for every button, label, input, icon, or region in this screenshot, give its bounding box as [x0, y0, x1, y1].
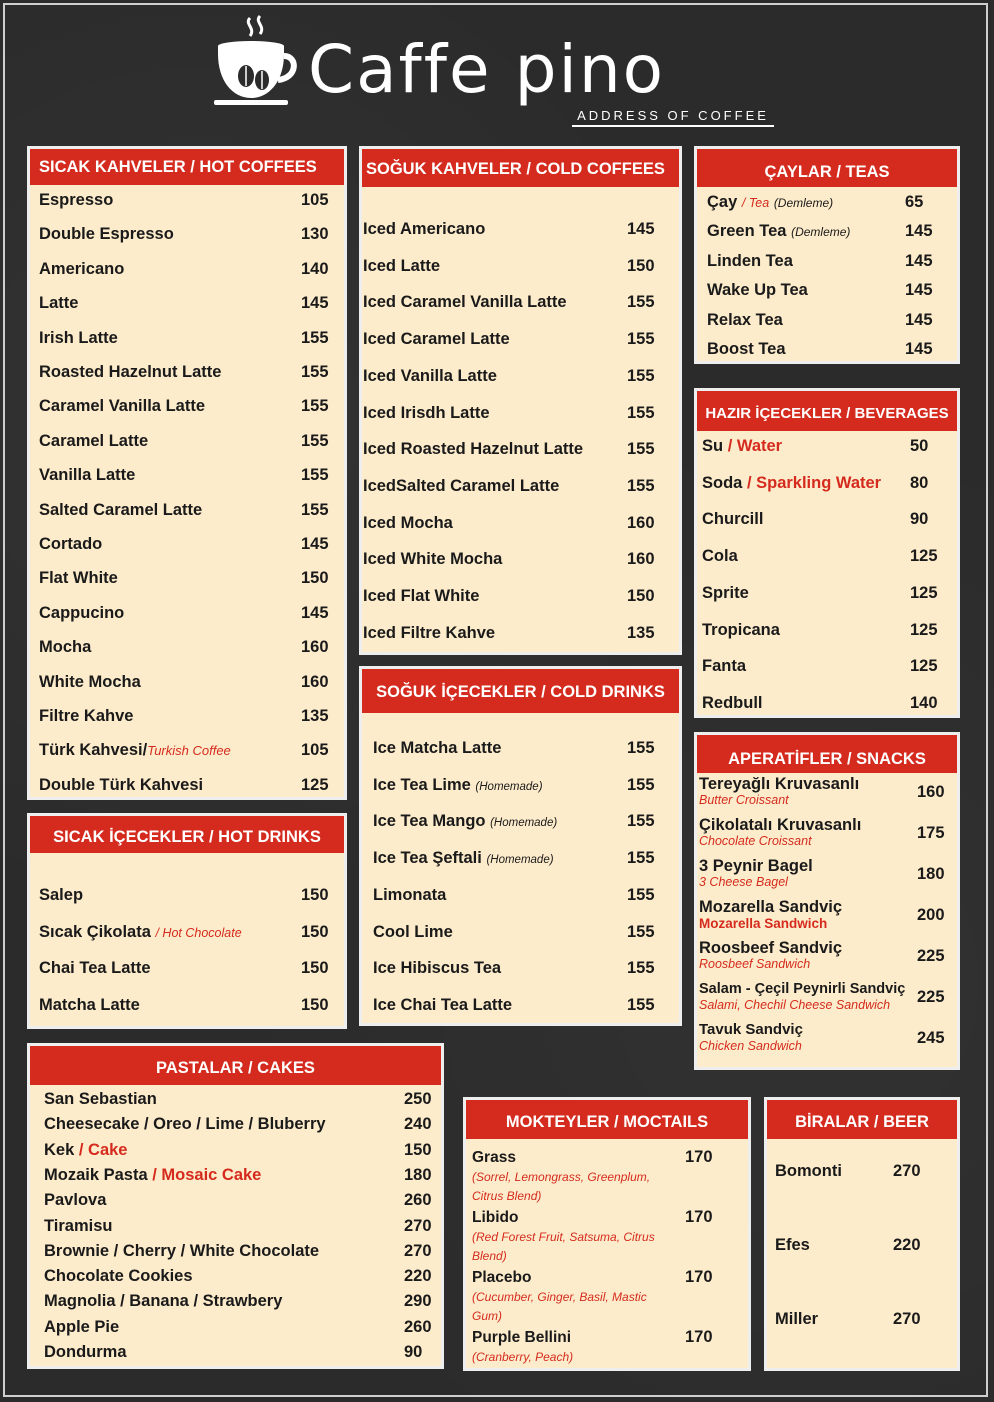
mocktails-item-name — [472, 1268, 677, 1326]
hot-coffees-item-name — [39, 466, 135, 485]
item-name-text: Placebo — [472, 1269, 532, 1286]
item-price: 125 — [301, 775, 329, 794]
beverages-item-name — [702, 474, 881, 493]
item-name-text: Mozarella Sandviç — [699, 898, 843, 916]
item-name-text: Caramel Vanilla Latte — [39, 397, 205, 416]
coffee-cup-icon — [210, 14, 300, 109]
item-price: 260 — [404, 1191, 432, 1210]
item-price: 225 — [917, 947, 945, 965]
item-name-text: Iced Latte — [363, 256, 441, 275]
hot-drinks-item-name — [39, 923, 242, 942]
item-name-text: Iced Flat White — [363, 587, 480, 605]
item-price: 90 — [910, 510, 929, 529]
item-price: 150 — [301, 996, 329, 1015]
hot-drinks-item-name — [39, 886, 83, 905]
item-name-text: Cool Lime — [373, 922, 453, 941]
item-price: 135 — [627, 623, 655, 642]
item-name-text: Ice Hibiscus Tea — [373, 959, 502, 978]
item-name-text: Espresso — [39, 191, 114, 209]
item-price: 155 — [627, 959, 655, 978]
item-subtitle: Chicken Sandwich — [699, 1039, 802, 1053]
item-price: 50 — [910, 437, 929, 455]
item-price: 180 — [917, 865, 945, 883]
beverages-title: HAZIR İÇECEKLER / BEVERAGES — [697, 391, 957, 431]
item-price: 155 — [627, 403, 655, 422]
item-name-text: Mocha — [39, 638, 92, 657]
item-price: 145 — [905, 222, 933, 241]
cakes-item-name — [44, 1292, 282, 1311]
snacks-item-name — [699, 775, 859, 807]
item-name-text: Tavuk Sandviç — [699, 1021, 803, 1038]
beverages-item-name — [702, 437, 782, 456]
mocktails-item-name — [472, 1148, 677, 1206]
item-price: 150 — [301, 922, 329, 941]
cakes-item-name — [44, 1191, 106, 1210]
item-name-text: Libido — [472, 1209, 519, 1226]
item-name-text: Iced Irisdh Latte — [363, 403, 490, 422]
item-name-text: Irish Latte — [39, 328, 118, 347]
item-name-text: Çikolatalı Kruvasanlı — [699, 816, 862, 834]
hot-drinks-item-name — [39, 996, 140, 1015]
item-name-text: Tropicana — [702, 620, 780, 639]
item-price: 155 — [627, 812, 655, 831]
item-price: 125 — [910, 657, 938, 676]
mocktails-item-name — [472, 1328, 677, 1367]
item-name-text: Iced Vanilla Latte — [363, 366, 497, 385]
item-note: / Cake — [78, 1140, 128, 1159]
snacks-item-name — [699, 980, 905, 1012]
item-subtitle: Butter Croissant — [699, 793, 789, 807]
item-price: 145 — [905, 251, 933, 270]
item-name-text: Cola — [702, 547, 738, 566]
item-price: 155 — [627, 366, 655, 385]
item-price: 245 — [917, 1029, 945, 1047]
item-name-text: Cortado — [39, 535, 103, 553]
hot-coffees-item-name — [39, 501, 202, 520]
cold-coffees-item-name — [363, 220, 485, 239]
item-name-text: Iced White Mocha — [363, 550, 503, 569]
cold-coffees-item-name — [363, 404, 490, 423]
cold-drinks-item-name — [373, 812, 557, 831]
item-price: 260 — [404, 1317, 432, 1336]
item-price: 125 — [910, 583, 938, 602]
item-price: 200 — [917, 906, 945, 924]
item-price: 270 — [893, 1310, 921, 1328]
item-price: 160 — [301, 638, 329, 657]
item-name-text: Chai Tea Latte — [39, 959, 151, 978]
item-name-text: Apple Pie — [44, 1317, 120, 1336]
beverages-item-name — [702, 584, 749, 603]
item-price: 155 — [301, 500, 329, 519]
cakes-item-name — [44, 1090, 157, 1109]
beverages-item-name — [702, 694, 763, 713]
hot-coffees-section — [27, 146, 347, 800]
item-name-text: Boost Tea — [707, 340, 786, 358]
hot-drinks-item-name — [39, 959, 151, 978]
teas-item-name — [707, 252, 793, 271]
mocktails-title: MOKTEYLER / MOCTAILS — [466, 1100, 748, 1139]
item-price: 145 — [627, 220, 655, 238]
item-name-text: Bomonti — [775, 1162, 842, 1180]
hot-coffees-item-name — [39, 432, 148, 451]
teas-title: ÇAYLAR / TEAS — [697, 149, 957, 187]
item-ingredients: (Cucumber, Ginger, Basil, Mastic Gum) — [472, 1290, 647, 1323]
item-price: 155 — [627, 440, 655, 459]
hot-coffees-title: SICAK KAHVELER / HOT COFFEES — [30, 149, 344, 185]
cakes-item-name — [44, 1267, 193, 1286]
beverages-item-name — [702, 510, 763, 529]
item-price: 125 — [910, 547, 938, 566]
item-price: 220 — [893, 1236, 921, 1254]
item-price: 140 — [301, 259, 329, 278]
cold-coffees-item-name — [363, 587, 479, 606]
item-name-text: Brownie / Cherry / White Chocolate — [44, 1241, 320, 1260]
hot-coffees-item-name — [39, 569, 118, 588]
cold-drinks-item-name — [373, 923, 453, 942]
item-price: 65 — [905, 193, 924, 211]
item-name-text: Cheesecake / Oreo / Lime / Bluberry — [44, 1115, 326, 1134]
item-note: (Demleme) — [791, 225, 851, 240]
item-price: 90 — [404, 1343, 423, 1361]
cakes-item-name — [44, 1166, 261, 1185]
cakes-item-name — [44, 1343, 127, 1362]
item-price: 160 — [917, 783, 945, 801]
item-name-text: Roosbeef Sandviç — [699, 939, 843, 957]
item-name-text: Sıcak Çikolata — [39, 922, 151, 941]
hot-coffees-item-name — [39, 604, 124, 623]
item-ingredients: (Cranberry, Peach) — [472, 1350, 574, 1364]
cold-drinks-title: SOĞUK İÇECEKLER / COLD DRINKS — [362, 669, 679, 713]
item-name-text: Sprite — [702, 583, 749, 602]
item-name-text: Ice Tea Lime — [373, 775, 471, 794]
snacks-item-name — [699, 857, 813, 889]
beverages-item-name — [702, 657, 746, 676]
item-note: (Homemade) — [475, 780, 543, 793]
item-price: 155 — [627, 476, 655, 495]
item-subtitle: Mozarella Sandwich — [699, 916, 828, 931]
item-price: 155 — [627, 922, 655, 941]
cold-coffees-item-name — [363, 367, 497, 386]
cold-coffees-item-name — [363, 514, 453, 533]
hot-coffees-item-name — [39, 535, 102, 554]
item-price: 170 — [685, 1328, 713, 1346]
item-price: 105 — [301, 191, 329, 209]
item-name-text: Tereyağlı Kruvasanlı — [699, 775, 860, 793]
item-name-text: Su — [702, 437, 724, 455]
cakes-item-name — [44, 1141, 128, 1160]
item-name-text: Ice Chai Tea Latte — [373, 995, 513, 1014]
item-ingredients: (Red Forest Fruit, Satsuma, Citrus Blend) — [472, 1230, 655, 1263]
teas-item-name — [707, 311, 783, 330]
snacks-item-name — [699, 898, 842, 931]
item-note: / Water — [727, 437, 783, 455]
item-note: / Mosaic Cake — [152, 1165, 262, 1184]
item-price: 140 — [910, 693, 938, 712]
hot-coffees-item-name — [39, 673, 141, 692]
item-price: 145 — [905, 340, 933, 358]
cakes-section — [27, 1043, 444, 1369]
item-price: 240 — [404, 1115, 432, 1134]
beer-section — [764, 1097, 960, 1371]
cold-drinks-section — [359, 666, 682, 1026]
snacks-section — [694, 732, 960, 1070]
item-name-text: Matcha Latte — [39, 996, 140, 1015]
item-price: 155 — [627, 849, 655, 868]
item-name-text: Ice Tea Mango — [373, 812, 486, 831]
hot-coffees-item-name — [39, 363, 221, 382]
item-note: (Homemade) — [490, 817, 558, 830]
item-price: 155 — [627, 293, 655, 312]
item-price: 170 — [685, 1208, 713, 1226]
item-price: 80 — [910, 473, 929, 492]
item-name-text: 3 Peynir Bagel — [699, 857, 813, 875]
item-name-text: Türk Kahvesi/ — [39, 741, 148, 760]
item-price: 155 — [627, 775, 655, 794]
item-note-english: / Tea — [741, 196, 770, 210]
item-name-text: Grass — [472, 1149, 516, 1166]
item-price: 180 — [404, 1165, 432, 1184]
item-name-text: Purple Bellini — [472, 1329, 572, 1346]
item-name-text: Iced Roasted Hazelnut Latte — [363, 440, 584, 459]
item-name-text: Iced Mocha — [363, 513, 453, 532]
hot-coffees-item-name — [39, 294, 78, 313]
cold-coffees-item-name — [363, 293, 567, 312]
item-name-text: San Sebastian — [44, 1090, 157, 1108]
cakes-item-name — [44, 1318, 119, 1337]
cakes-item-name — [44, 1217, 112, 1236]
item-price: 175 — [917, 824, 945, 842]
cold-drinks-item-name — [373, 849, 554, 868]
brand-tagline: ADDRESS OF COFFEE — [572, 108, 774, 127]
cold-coffees-item-name — [363, 257, 440, 276]
item-name-text: Salam - Çeçil Peynirli Sandviç — [699, 981, 906, 997]
item-name-text: Flat White — [39, 569, 118, 588]
item-name-text: Ice Matcha Latte — [373, 739, 502, 757]
cold-drinks-item-name — [373, 996, 512, 1015]
item-name-text: Kek — [44, 1140, 75, 1159]
teas-item-name — [707, 340, 786, 359]
snacks-title: APERATİFLER / SNACKS — [697, 735, 957, 773]
item-price: 250 — [404, 1090, 432, 1108]
item-name-text: Pavlova — [44, 1191, 107, 1210]
hot-coffees-item-name — [39, 776, 203, 795]
item-name-text: Latte — [39, 294, 79, 313]
item-price: 145 — [301, 535, 329, 553]
item-price: 150 — [301, 886, 329, 904]
cold-coffees-item-name — [363, 477, 559, 496]
beverages-item-name — [702, 621, 780, 640]
item-subtitle: 3 Cheese Bagel — [699, 875, 788, 889]
item-name-text: Ice Tea Şeftali — [373, 849, 482, 868]
item-name-text: Soda — [702, 473, 743, 492]
item-name-text: Iced Filtre Kahve — [363, 623, 496, 642]
item-price: 155 — [301, 363, 329, 381]
item-name-text: Magnolia / Banana / Strawbery — [44, 1292, 283, 1311]
item-name-text: Cappucino — [39, 603, 125, 622]
item-name-text: Limonata — [373, 885, 447, 904]
beer-title: BİRALAR / BEER — [767, 1100, 957, 1139]
item-price: 160 — [627, 513, 655, 532]
menu-header — [210, 14, 790, 132]
hot-coffees-item-name — [39, 397, 205, 416]
item-name-text: Redbull — [702, 693, 763, 712]
item-name-text: Americano — [39, 259, 125, 278]
item-name-text: Double Türk Kahvesi — [39, 775, 204, 794]
item-name-text: Chocolate Cookies — [44, 1267, 193, 1286]
cakes-item-name — [44, 1115, 326, 1134]
item-price: 270 — [893, 1162, 921, 1180]
item-price: 155 — [301, 466, 329, 485]
teas-item-name — [707, 222, 850, 241]
cold-drinks-item-name — [373, 886, 446, 905]
item-name-text: Wake Up Tea — [707, 281, 808, 300]
teas-item-name — [707, 281, 808, 300]
item-price: 160 — [301, 672, 329, 691]
cold-coffees-item-name — [363, 330, 510, 349]
beer-item-name — [775, 1236, 810, 1255]
item-name-text: Iced Americano — [363, 220, 486, 238]
item-price: 155 — [627, 885, 655, 904]
hot-coffees-item-name — [39, 225, 174, 244]
item-name-text: Dondurma — [44, 1343, 127, 1361]
hot-drinks-title: SICAK İÇECEKLER / HOT DRINKS — [30, 816, 344, 853]
item-name-text: Salted Caramel Latte — [39, 500, 203, 519]
item-name-text: Efes — [775, 1236, 810, 1254]
item-price: 155 — [627, 739, 655, 757]
item-name-text: Vanilla Latte — [39, 466, 136, 485]
item-note: Turkish Coffee — [147, 743, 231, 759]
cold-coffees-item-name — [363, 440, 583, 459]
item-price: 150 — [404, 1140, 432, 1159]
item-price: 155 — [301, 397, 329, 416]
cakes-item-name — [44, 1242, 319, 1261]
cold-drinks-item-name — [373, 739, 501, 758]
item-price: 155 — [301, 431, 329, 450]
teas-item-name — [707, 193, 833, 212]
item-price: 130 — [301, 225, 329, 244]
item-name-text: White Mocha — [39, 672, 141, 691]
hot-coffees-item-name — [39, 260, 124, 279]
item-name-text: Churcill — [702, 510, 764, 529]
item-price: 270 — [404, 1216, 432, 1235]
item-price: 170 — [685, 1148, 713, 1166]
item-name-text: Green Tea — [707, 222, 787, 241]
item-price: 170 — [685, 1268, 713, 1286]
cakes-title: PASTALAR / CAKES — [30, 1046, 441, 1085]
item-name-text: Iced Caramel Vanilla Latte — [363, 293, 567, 312]
snacks-item-name — [699, 939, 842, 971]
item-name-text: Roasted Hazelnut Latte — [39, 363, 222, 381]
hot-coffees-item-name — [39, 191, 113, 210]
item-note: (Homemade) — [486, 854, 554, 867]
snacks-item-name — [699, 816, 861, 848]
item-price: 125 — [910, 620, 938, 639]
cold-coffees-section — [359, 146, 682, 655]
item-name-text: Tiramisu — [44, 1216, 113, 1235]
item-note: (Demleme) — [773, 196, 834, 210]
item-price: 150 — [301, 959, 329, 978]
hot-coffees-item-name — [39, 329, 118, 348]
item-price: 145 — [905, 310, 933, 329]
item-name-text: Filtre Kahve — [39, 707, 134, 725]
item-price: 220 — [404, 1267, 432, 1286]
cold-drinks-item-name — [373, 959, 501, 978]
item-subtitle: Chocolate Croissant — [699, 834, 812, 848]
item-name-text: Miller — [775, 1310, 819, 1328]
item-name-text: Relax Tea — [707, 310, 783, 329]
item-name-text: Double Espresso — [39, 225, 174, 244]
item-name-text: Fanta — [702, 657, 747, 676]
item-note: / Sparkling Water — [746, 473, 882, 492]
teas-section — [694, 146, 960, 364]
hot-coffees-item-name — [39, 741, 231, 760]
beer-item-name — [775, 1310, 818, 1329]
item-price: 155 — [301, 328, 329, 347]
item-price: 145 — [301, 294, 329, 313]
item-name-text: IcedSalted Caramel Latte — [363, 476, 560, 495]
item-price: 155 — [627, 330, 655, 349]
item-price: 225 — [917, 988, 945, 1006]
item-price: 150 — [301, 569, 329, 588]
item-price: 150 — [627, 256, 655, 275]
mocktails-section — [463, 1097, 751, 1371]
cold-coffees-item-name — [363, 550, 502, 569]
item-price: 105 — [301, 741, 329, 760]
item-price: 290 — [404, 1292, 432, 1311]
mocktails-item-name — [472, 1208, 677, 1266]
item-ingredients: (Sorrel, Lemongrass, Greenplum, Citrus Blend) — [472, 1170, 651, 1203]
item-name-text: Mozaik Pasta — [44, 1165, 148, 1184]
hot-drinks-section — [27, 813, 347, 1029]
beverages-section — [694, 388, 960, 718]
brand-name: Caffe pino — [308, 31, 666, 108]
snacks-item-name — [699, 1021, 803, 1053]
item-price: 155 — [627, 995, 655, 1014]
item-price: 145 — [301, 603, 329, 622]
hot-coffees-item-name — [39, 638, 91, 657]
item-price: 135 — [301, 707, 329, 725]
cold-coffees-title: SOĞUK KAHVELER / COLD COFFEES — [362, 149, 679, 187]
item-note: / Hot Chocolate — [155, 925, 242, 940]
item-name-text: Linden Tea — [707, 251, 793, 270]
item-price: 150 — [627, 587, 655, 605]
beverages-item-name — [702, 547, 738, 566]
beer-item-name — [775, 1162, 842, 1181]
item-name-text: Çay — [707, 193, 738, 211]
item-subtitle: Salami, Chechil Cheese Sandwich — [699, 998, 891, 1012]
item-name-text: Salep — [39, 886, 84, 904]
cold-coffees-item-name — [363, 624, 495, 643]
item-price: 270 — [404, 1241, 432, 1260]
hot-coffees-item-name — [39, 707, 133, 726]
item-price: 160 — [627, 550, 655, 569]
item-name-text: Caramel Latte — [39, 431, 149, 450]
cold-drinks-item-name — [373, 776, 543, 795]
item-subtitle: Roosbeef Sandwich — [699, 957, 811, 971]
item-price: 145 — [905, 281, 933, 300]
item-name-text: Iced Caramel Latte — [363, 330, 510, 349]
